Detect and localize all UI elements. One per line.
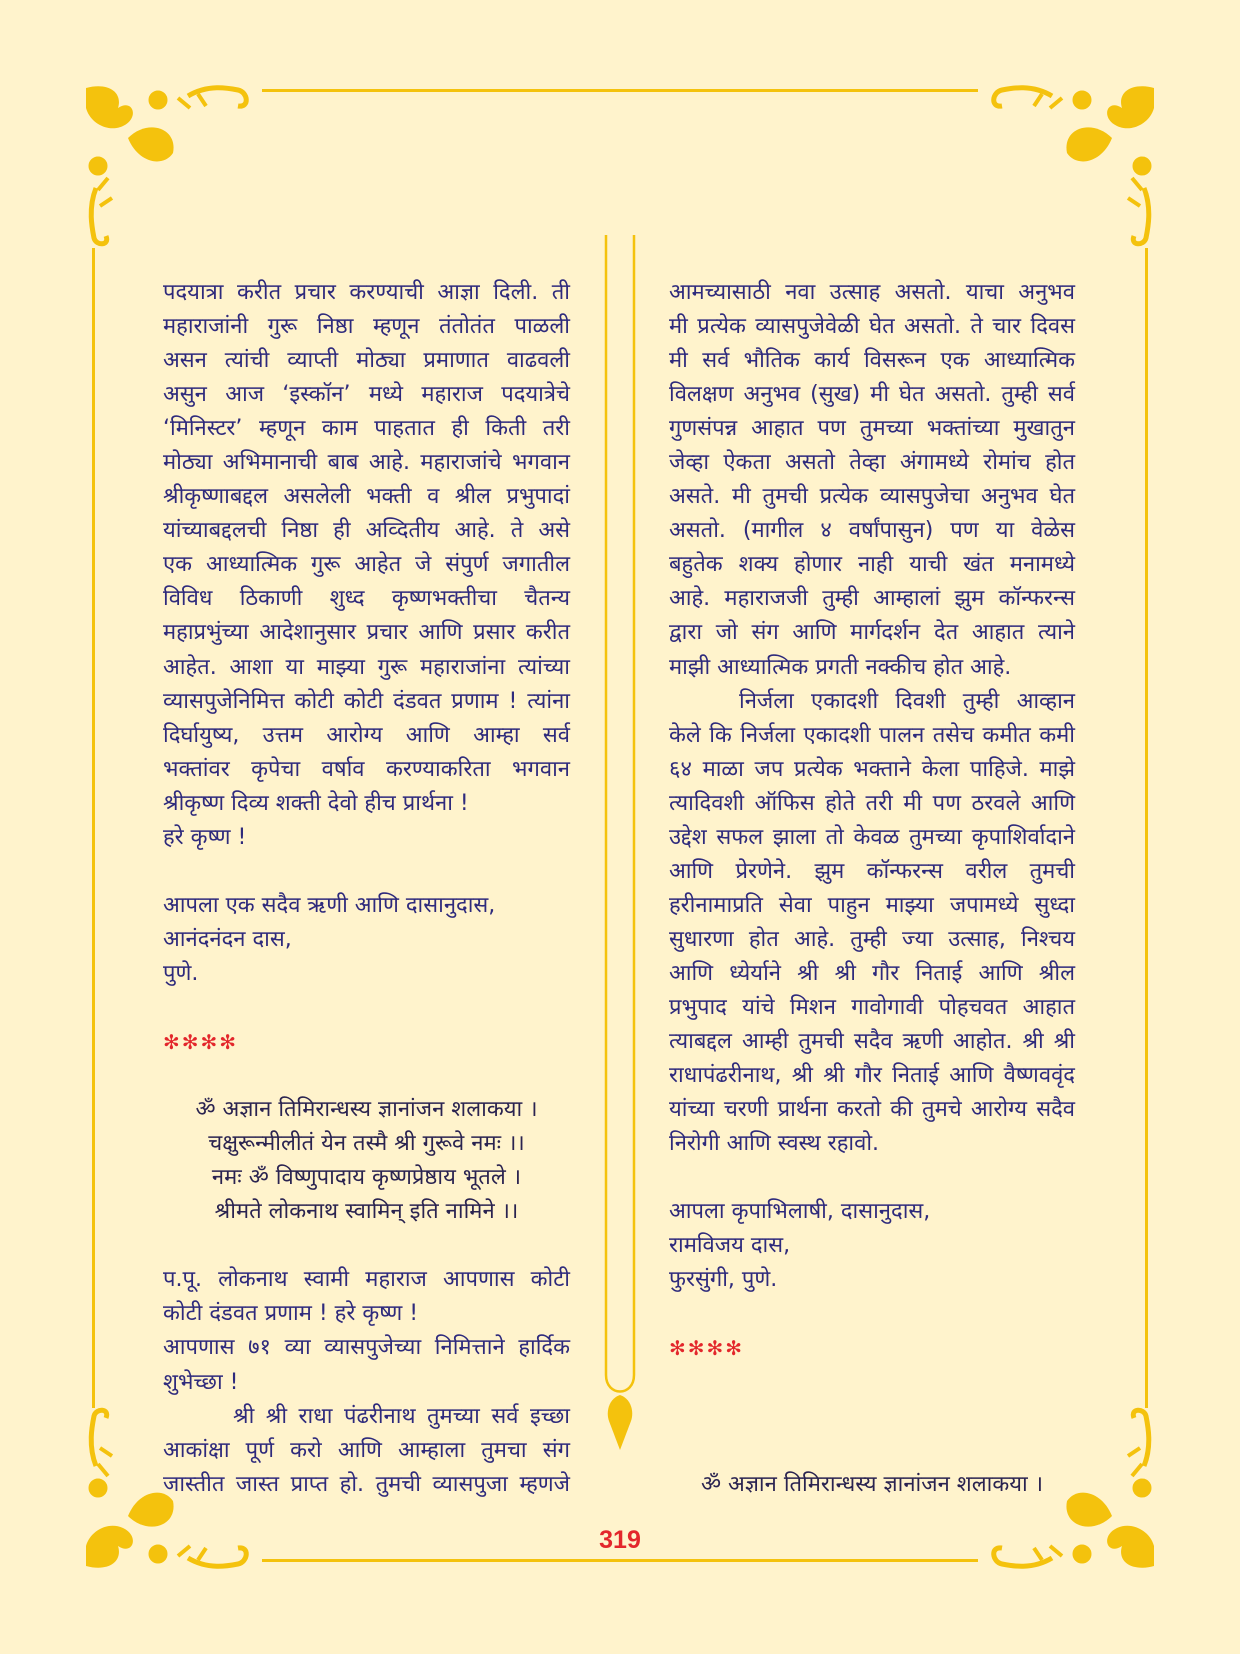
right-column bbox=[669, 276, 1075, 1502]
text-line bbox=[669, 1161, 1075, 1195]
text-line: असते. मी तुमची प्रत्येक व्यासपुजेचा अनुभव घेत bbox=[669, 484, 1075, 510]
text-line bbox=[163, 991, 570, 1025]
text-line: सुधारणा होत आहे. तुम्ही ज्या उत्साह, निश्चय bbox=[669, 926, 1075, 952]
text-line: राधापंढरीनाथ, श्री श्री गौर निताई आणि वैष्णववृंद bbox=[669, 1063, 1075, 1089]
text-line: शुभेच्छा ! bbox=[163, 1369, 239, 1395]
text-line: प.पू. लोकनाथ स्वामी महाराज आपणास कोटी bbox=[163, 1267, 570, 1293]
tilak-divider-icon bbox=[598, 235, 642, 1455]
corner-ornament-icon bbox=[78, 78, 258, 248]
text-line: निरोगी आणि स्वस्थ रहावो. bbox=[669, 1131, 880, 1157]
text-line bbox=[669, 1434, 1075, 1468]
text-line: आपला एक सदैव ऋणी आणि दासानुदास, bbox=[163, 892, 496, 918]
text-line: मी सर्व भौतिक कार्य विसरून एक आध्यात्मिक bbox=[669, 348, 1075, 374]
shloka-line: ॐ अज्ञान तिमिरान्धस्य ज्ञानांजन शलाकया । bbox=[195, 1097, 538, 1123]
text-line: यांच्या चरणी प्रार्थना करतो की तुमचे आरोग्य सदैव bbox=[669, 1097, 1075, 1123]
text-line: श्री श्री राधा पंढरीनाथ तुमच्या सर्व इच्छा bbox=[233, 1403, 570, 1429]
shloka-line: ॐ अज्ञान तिमिरान्धस्य ज्ञानांजन शलाकया । bbox=[700, 1471, 1044, 1497]
text-line: द्वारा जो संग आणि मार्गदर्शन देत आहात त्याने bbox=[669, 620, 1075, 646]
text-line: पुणे. bbox=[163, 960, 199, 986]
text-line bbox=[163, 1059, 570, 1093]
text-line: त्याबद्दल आम्ही तुमची सदैव ऋणी आहोत. श्री श्री bbox=[669, 1029, 1075, 1055]
text-line: आपला कृपाभिलाषी, दासानुदास, bbox=[669, 1199, 931, 1225]
text-line: फुरसुंगी, पुणे. bbox=[669, 1267, 778, 1293]
text-line: श्रीकृष्णाबद्दल असलेली भक्ती व श्रील प्रभुपादां bbox=[163, 484, 570, 510]
left-column bbox=[163, 276, 570, 1502]
text-line: त्यादिवशी ऑफिस होते तरी मी पण ठरवले आणि bbox=[669, 790, 1075, 816]
text-line: विविध ठिकाणी शुध्द कृष्णभक्तीचा चैतन्य bbox=[163, 586, 570, 612]
text-line: ‘मिनिस्टर’ म्हणून काम पाहतात ही किती तरी bbox=[163, 416, 570, 442]
text-line: महाराजांनी गुरू निष्ठा म्हणून तंतोतंत पाळली bbox=[163, 314, 570, 340]
text-line: आहेत. आशा या माझ्या गुरू महाराजांना त्यांच्या bbox=[163, 654, 570, 680]
text-line: हरीनामाप्रति सेवा पाहुन माझ्या जपामध्ये सुध्दा bbox=[669, 892, 1075, 918]
text-line: मोठ्या अभिमानाची बाब आहे. महाराजांचे भगवान bbox=[163, 450, 570, 476]
text-line: विलक्षण अनुभव (सुख) मी घेत असतो. तुम्ही सर्व bbox=[669, 382, 1075, 408]
text-line: व्यासपुजेनिमित्त कोटी कोटी दंडवत प्रणाम ! त्यांना bbox=[163, 688, 570, 714]
text-line bbox=[163, 855, 570, 889]
text-line: आमच्यासाठी नवा उत्साह असतो. याचा अनुभव bbox=[669, 280, 1075, 305]
text-line: माझी आध्यात्मिक प्रगती नक्कीच होत आहे. bbox=[669, 654, 1012, 680]
text-line: मी प्रत्येक व्यासपुजेवेळी घेत असतो. ते चार दिवस bbox=[669, 314, 1075, 340]
border-top-line bbox=[262, 89, 978, 92]
text-line: एक आध्यात्मिक गुरू आहेत जे संपुर्ण जगातील bbox=[163, 552, 570, 578]
text-line: पदयात्रा करीत प्रचार करण्याची आज्ञा दिली. ती bbox=[163, 280, 570, 305]
text-line: असुन आज ‘इस्कॉन’ मध्ये महाराज पदयात्रेचे bbox=[163, 382, 570, 408]
page-number: 319 bbox=[599, 1526, 641, 1554]
text-line: श्रीकृष्ण दिव्य शक्ती देवो हीच प्रार्थना ! bbox=[163, 790, 469, 816]
text-line: असतो. (मागील ४ वर्षांपासुन) पण या वेळेस bbox=[669, 518, 1075, 544]
text-line: जास्तीत जास्त प्राप्त हो. तुमची व्यासपुजा म्हणजे bbox=[163, 1471, 570, 1497]
text-line: गुणसंपन्न आहात पण तुमच्या भक्तांच्या मुखातुन bbox=[669, 416, 1075, 442]
text-line: आणि प्रेरणेने. झुम कॉन्फरन्स वरील तुमची bbox=[669, 858, 1075, 884]
section-separator: ✻✻✻✻ bbox=[163, 1030, 239, 1055]
text-line: आपणास ७१ व्या व्यासपुजेच्या निमित्ताने हार्दिक bbox=[163, 1335, 570, 1361]
text-line bbox=[669, 1297, 1075, 1331]
border-right-line bbox=[1145, 248, 1148, 1408]
border-bottom-line bbox=[262, 1559, 978, 1562]
text-line: असन त्यांची व्याप्ती मोठ्या प्रमाणात वाढवली bbox=[163, 348, 570, 374]
text-line: आणि ध्येर्याने श्री श्री गौर निताई आणि श्रील bbox=[669, 960, 1075, 986]
text-line: उद्देश सफल झाला तो केवळ तुमच्या कृपाशिर्वादाने bbox=[669, 824, 1075, 850]
text-line: रामविजय दास, bbox=[669, 1233, 791, 1259]
text-line bbox=[163, 1229, 570, 1263]
text-line bbox=[669, 1400, 1075, 1434]
shloka-line: श्रीमते लोकनाथ स्वामिन् इति नामिने ।। bbox=[214, 1199, 519, 1225]
text-line: आकांक्षा पूर्ण करो आणि आम्हाला तुमचा संग bbox=[163, 1437, 570, 1463]
text-line: कोटी दंडवत प्रणाम ! हरे कृष्ण ! bbox=[163, 1301, 419, 1327]
text-line bbox=[669, 1366, 1075, 1400]
text-line: यांच्याबद्दलची निष्ठा ही अव्दितीय आहे. ते असे bbox=[163, 518, 570, 544]
section-separator: ✻✻✻✻ bbox=[669, 1336, 745, 1361]
shloka-line: चक्षुरून्मीलीतं येन तस्मै श्री गुरूवे नमः ।। bbox=[208, 1131, 525, 1157]
text-line: केले कि निर्जला एकादशी पालन तसेच कमीत कमी bbox=[669, 722, 1075, 748]
text-line: ६४ माळा जप प्रत्येक भक्ताने केला पाहिजे. माझे bbox=[669, 756, 1075, 782]
text-line: बहुतेक शक्य होणार नाही याची खंत मनामध्ये bbox=[669, 552, 1075, 578]
text-line: प्रभुपाद यांचे मिशन गावोगावी पोहचवत आहात bbox=[669, 994, 1075, 1020]
corner-ornament-icon bbox=[982, 78, 1162, 248]
text-line: जेव्हा ऐकता असतो तेव्हा अंगामध्ये रोमांच होत bbox=[669, 450, 1075, 476]
shloka-line: नमः ॐ विष्णुपादाय कृष्णप्रेष्ठाय भूतले । bbox=[211, 1165, 522, 1191]
text-line: महाप्रभुंच्या आदेशानुसार प्रचार आणि प्रसार करीत bbox=[163, 620, 570, 646]
border-left-line bbox=[92, 248, 95, 1408]
text-line: आहे. महाराजजी तुम्ही आम्हालां झुम कॉन्फरन्स bbox=[669, 586, 1075, 612]
text-line: भक्तांवर कृपेचा वर्षाव करण्याकरिता भगवान bbox=[163, 756, 570, 782]
text-line: दिर्घायुष्य, उत्तम आरोग्य आणि आम्हा सर्व bbox=[163, 722, 570, 748]
text-line: आनंदनंदन दास, bbox=[163, 926, 292, 952]
text-line: निर्जला एकादशी दिवशी तुम्ही आव्हान bbox=[739, 688, 1075, 714]
text-line: हरे कृष्ण ! bbox=[163, 824, 247, 850]
